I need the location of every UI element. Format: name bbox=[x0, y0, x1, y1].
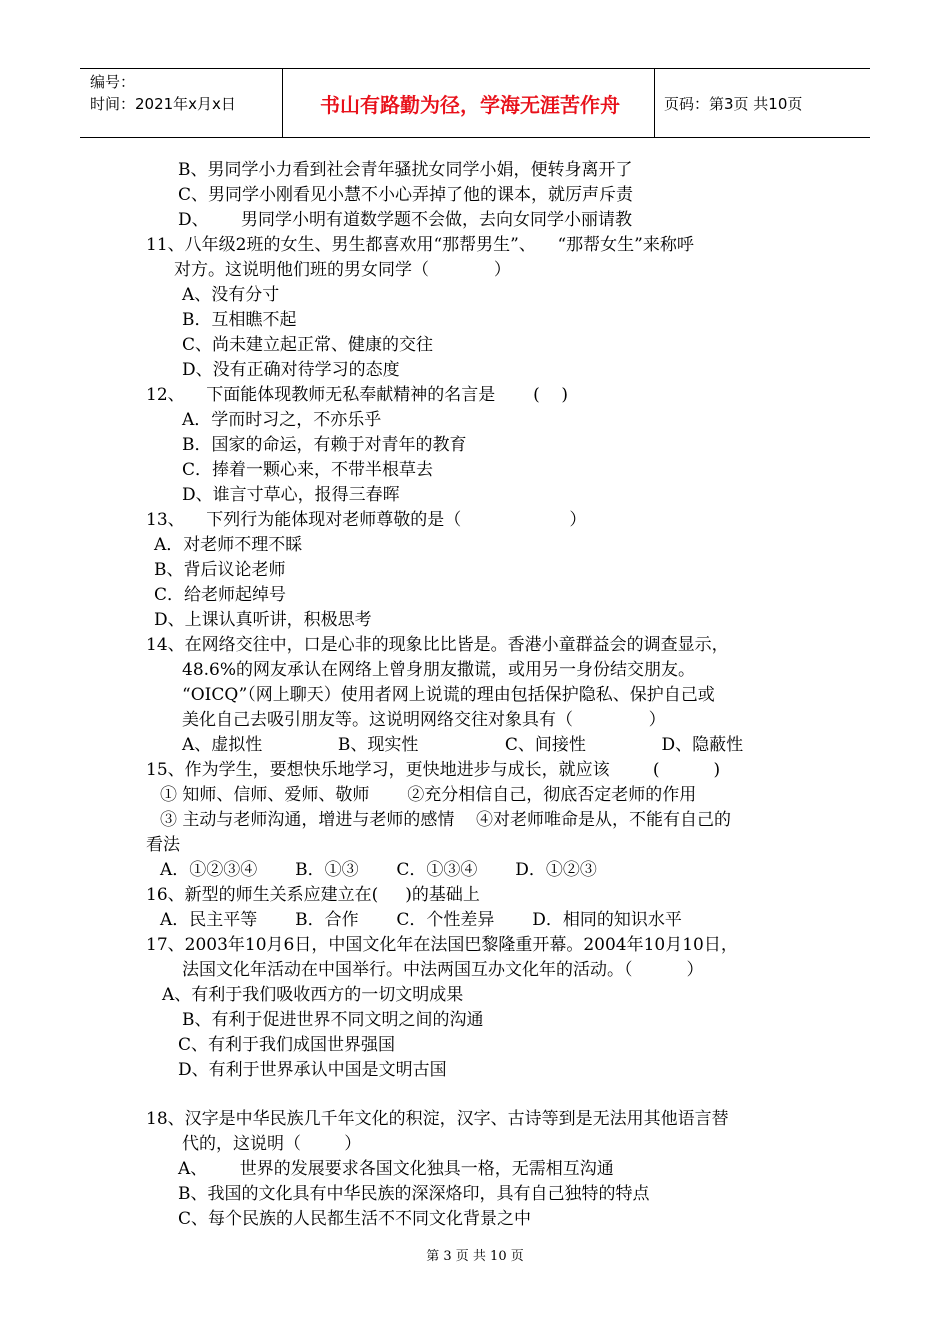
text-line: 12、 下面能体现教师无私奉献精神的名言是 ( ) bbox=[146, 385, 568, 405]
text-line: C、每个民族的人民都生活不不同文化背景之中 bbox=[178, 1209, 532, 1229]
date-label: 时间：2021年x月x日 bbox=[90, 95, 236, 113]
text-line: C、尚未建立起正常、健康的交往 bbox=[182, 335, 434, 355]
page-indicator: 页码：第3页 共10页 bbox=[664, 95, 803, 113]
text-line: A．民主平等 B．合作 C．个性差异 D．相同的知识水平 bbox=[160, 910, 682, 930]
text-line: B、有利于促进世界不同文明之间的沟通 bbox=[182, 1010, 484, 1030]
text-line: 15、作为学生，要想快乐地学习，更快地进步与成长，就应该 ( ) bbox=[146, 760, 721, 780]
text-line: “OICQ”（网上聊天）使用者网上说谎的理由包括保护隐私、保护自己或 bbox=[182, 685, 715, 705]
text-line: ③ 主动与老师沟通，增进与老师的感情 ④对老师唯命是从，不能有自己的 bbox=[160, 810, 732, 830]
text-line: B．互相瞧不起 bbox=[182, 310, 297, 330]
text-line: ① 知师、信师、爱师、敬师 ②充分相信自己，彻底否定老师的作用 bbox=[160, 785, 697, 805]
text-line: C．捧着一颗心来，不带半根草去 bbox=[182, 460, 434, 480]
text-line: D、有利于世界承认中国是文明古国 bbox=[178, 1060, 447, 1080]
text-line: A．学而时习之，不亦乐乎 bbox=[182, 410, 382, 430]
text-line: 18、汉字是中华民族几千年文化的积淀，汉字、古诗等到是无法用其他语言替 bbox=[146, 1109, 729, 1129]
header-divider bbox=[654, 69, 655, 137]
text-line: 17、2003年10月6日，中国文化年在法国巴黎隆重开幕。2004年10月10日， bbox=[146, 935, 738, 955]
number-label: 编号： bbox=[90, 73, 136, 91]
header-info bbox=[90, 71, 280, 115]
text-line: 看法 bbox=[146, 835, 180, 855]
page-footer: 第 3 页 共 10 页 bbox=[426, 1249, 524, 1264]
text-line: D、上课认真听讲，积极思考 bbox=[154, 610, 372, 630]
text-line: A．①②③④ B．①③ C．①③④ D．①②③ bbox=[160, 860, 597, 880]
text-line: B、我国的文化具有中华民族的深深烙印，具有自己独特的特点 bbox=[178, 1184, 650, 1204]
text-line: D、 男同学小明有道数学题不会做，去向女同学小丽请教 bbox=[178, 210, 633, 230]
text-line: C．给老师起绰号 bbox=[154, 585, 287, 605]
text-line: 对方。这说明他们班的男女同学（ ） bbox=[174, 260, 511, 280]
text-line: A、 世界的发展要求各国文化独具一格，无需相互沟通 bbox=[178, 1159, 614, 1179]
text-line: 11、八年级2班的女生、男生都喜欢用“那帮男生”、 “那帮女生”来称呼 bbox=[146, 235, 694, 255]
text-line: 法国文化年活动在中国举行。中法两国互办文化年的活动。（ ） bbox=[182, 960, 704, 980]
text-line: 13、 下列行为能体现对老师尊敬的是（ ） bbox=[146, 510, 587, 530]
text-line: D、没有正确对待学习的态度 bbox=[182, 360, 400, 380]
text-line: B、背后议论老师 bbox=[154, 560, 286, 580]
text-line: C、有利于我们成国世界强国 bbox=[178, 1035, 396, 1055]
text-line: A、有利于我们吸收西方的一切文明成果 bbox=[162, 985, 464, 1005]
text-line: 14、在网络交往中，口是心非的现象比比皆是。香港小童群益会的调查显示， bbox=[146, 635, 729, 655]
text-line: 48.6%的网友承认在网络上曾身朋友撒谎，或用另一身份结交朋友。 bbox=[182, 660, 696, 680]
text-line: B．国家的命运，有赖于对青年的教育 bbox=[182, 435, 467, 455]
text-line: 美化自己去吸引朋友等。这说明网络交往对象具有（ ） bbox=[182, 710, 666, 730]
text-line: B、男同学小力看到社会青年骚扰女同学小娟，便转身离开了 bbox=[178, 160, 633, 180]
header-motto: 书山有路勤为径，学海无涯苦作舟 bbox=[320, 93, 620, 117]
text-line: C、男同学小刚看见小慧不小心弄掉了他的课本，就厉声斥责 bbox=[178, 185, 634, 205]
page-header bbox=[80, 68, 870, 138]
text-line: A、虚拟性 B、现实性 C、间接性 D、隐蔽性 bbox=[182, 735, 744, 755]
text-line: 16、新型的师生关系应建立在( )的基础上 bbox=[146, 885, 480, 905]
text-line: 代的，这说明（ ） bbox=[182, 1134, 362, 1154]
text-line: A、没有分寸 bbox=[182, 285, 280, 305]
text-line: A．对老师不理不睬 bbox=[154, 535, 303, 555]
header-divider bbox=[282, 69, 283, 137]
text-line: D、谁言寸草心，报得三春晖 bbox=[182, 485, 400, 505]
